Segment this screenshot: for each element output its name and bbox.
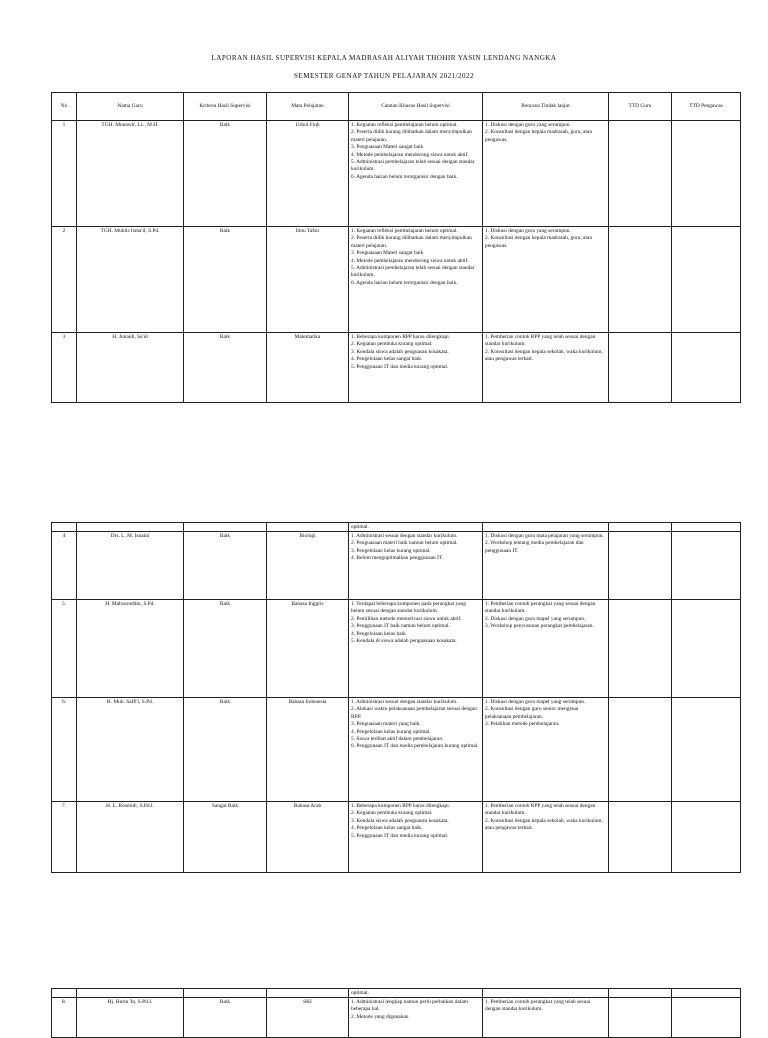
cell-catatan: 1. Kegiatan refleksi pembelajaran belum optimal. 2. Peserta didik kurang dilibatkan dalam menyimpulkan materi pelajaran. 3. Penguasaan Materi sangat baik 4. Metode pembelajaran mendorong siswa untuk aktif. 5. Administrasi pembelajaran telah sesuai dengan standar kurikulum. 6. Agenda harian belum terorganisir dengan baik.	[349, 121, 483, 227]
cell-no: 6.	[52, 698, 77, 802]
table-row-continuation	[52, 989, 741, 998]
cell-mapel: Biologi	[267, 532, 349, 600]
cell-ttd-pengawas	[672, 802, 741, 873]
report-subtitle: SEMESTER GENAP TAHUN PELAJARAN 2021/2022	[294, 72, 474, 80]
cell-rencana: 1. Diskusi dengan guru yang serumpun. 2. Konsultasi dengan kepala madrasah, guru, atau pengawas.	[483, 227, 609, 333]
cell-kriteria: Baik	[184, 998, 267, 1038]
cell-kriteria: Sangat Baik	[184, 802, 267, 873]
cell-kriteria: Baik	[184, 227, 267, 333]
col-header-ttd-guru: TTD Guru	[609, 93, 672, 121]
cell-mapel: SKI	[267, 998, 349, 1038]
col-header-kriteria: Kriteria Hasil Supervisi	[184, 93, 267, 121]
cell-mapel: Bahasa Inggris	[267, 600, 349, 698]
cell-catatan: 1. Terdapat beberapa komponen pada perangkat yang belum sesuai dengan standar kurikulum. 2. Pemilihan metode memotivasi siswa untuk aktif. 3. Penggunaan IT baik namun belum optimal. 4. Pengelolaan kelas baik 5. Kendala di siswa adalah penguasaan kosakata.	[349, 600, 483, 698]
col-header-ttd-pengawas: TTD Pengawas	[672, 93, 741, 121]
supervision-table-part-2	[51, 522, 741, 873]
supervision-table-part-1	[51, 92, 741, 403]
cell-catatan-continued: optimal.	[349, 989, 483, 998]
col-header-mapel: Mata Pelajaran	[267, 93, 349, 121]
table-row	[52, 698, 741, 802]
col-header-nama-guru: Nama Guru	[77, 93, 184, 121]
table-row	[52, 121, 741, 227]
table-row	[52, 532, 741, 600]
cell-catatan: 1. Kegiatan refleksi pembelajaran belum optimal. 2. Peserta didik kurang dilibatkan dalam menyimpulkan materi pelajaran. 3. Penguasaan Materi sangat baik 4. Metode pembelajaran mendorong siswa untuk aktif. 5. Administrasi pembelajaran telah sesuai dengan standar kurikulum. 6. Agenda harian belum terorganisir dengan baik.	[349, 227, 483, 333]
cell-ttd-pengawas	[672, 998, 741, 1038]
cell-rencana: 1. Diskusi dengan guru mapel yang serumpun. 2. Konsultasi dengan guru senior mengenai pelaksanaan pembelajaran. 3. Pelatihan metode pembelajaran.	[483, 698, 609, 802]
cell-no: 5.	[52, 600, 77, 698]
cell-ttd-pengawas	[672, 121, 741, 227]
cell-no: 8.	[52, 998, 77, 1038]
cell-mapel: Bahasa Indonesia	[267, 698, 349, 802]
cell-nama-guru: H. Muh. Saffi'i, S.Pd.	[77, 698, 184, 802]
cell-ttd-guru	[609, 802, 672, 873]
cell-catatan: 1. Beberapa komponen RPP harus dilengkapi. 2. Kegiatan pembuka kurang optimal. 3. Kendala siswa adalah penguasan kosakata. 4. Pengelolaan kelas sangat baik. 5. Penggunaan IT dan media kurang optimal.	[349, 802, 483, 873]
cell-ttd-guru	[609, 998, 672, 1038]
cell-no: 3	[52, 333, 77, 403]
cell-catatan: 1. Administrasi sesuai dengan standar kurikulum. 2. Alokasi waktu pelaksanaan pembelajaran sesuai dengan RPP. 3. Penguasaan materi yang baik. 4. Pengelolaan kelas kurang optimal. 5. Siswa terlibat aktif dalam pembelajaran. 6. Penggunaan IT dan media pembelajaran kurang optimal.	[349, 698, 483, 802]
cell-ttd-pengawas	[672, 600, 741, 698]
table-row	[52, 333, 741, 403]
cell-ttd-guru	[609, 532, 672, 600]
report-title: LAPORAN HASIL SUPERVISI KEPALA MADRASAH ALIYAH THOHIR YASIN LENDANG NANGKA	[211, 54, 557, 62]
cell-rencana: 1. Diskusi dengan guru yang serumpun. 2. Konsultasi dengan kepala madrasah, guru, atau pengawas.	[483, 121, 609, 227]
cell-rencana: 1. Pemberian contoh RPP yang telah sesuai dengan standar kurikulum. 2. Konsultasi dengan kepala sekolah, waka kurikulum, atau pengawas terkait.	[483, 333, 609, 403]
cell-ttd-pengawas	[672, 227, 741, 333]
supervision-table-part-3	[51, 988, 741, 1038]
cell-kriteria: Baik	[184, 698, 267, 802]
cell-no: 7.	[52, 802, 77, 873]
cell-nama-guru: H. Junaidi, Sa'id	[77, 333, 184, 403]
col-header-catatan: Catatan Khusus Hasil Supervisi	[349, 93, 483, 121]
table-row	[52, 998, 741, 1038]
cell-catatan: 1. Administrasi lengkap namun perlu perbaikan dalam beberapa hal. 2. Metode yang digunakan	[349, 998, 483, 1038]
cell-catatan: 1. Administrasi sesuai dengan standar kurikulum. 2. Penguasaan materi baik namun belum optimal. 3. Pengelolaan kelas kurang optimal. 4. Belum mengoptimalkan penggunaan IT.	[349, 532, 483, 600]
cell-rencana: 1. Pemberian contoh perangkat yang telah sesuai dengan standar kurikulum.	[483, 998, 609, 1038]
cell-nama-guru: TGH. Munawir, Lc., M.H.	[77, 121, 184, 227]
cell-ttd-guru	[609, 333, 672, 403]
cell-ttd-pengawas	[672, 333, 741, 403]
cell-catatan-continued: optimal.	[349, 523, 483, 532]
cell-rencana: 1. Pemberian contoh perangkat yang sesuai dengan standar kurikulum. 2. Diskusi dengan guru mapel yang serumpun. 3. Workshop penyusunan perangkat pembelajaran.	[483, 600, 609, 698]
table-row	[52, 600, 741, 698]
cell-rencana: 1. Diskusi dengan guru mata pelajaran yang serumpun. 2. Workshop tentang media pembelajaran dan penggunaan IT.	[483, 532, 609, 600]
cell-no: 1	[52, 121, 77, 227]
cell-ttd-guru	[609, 121, 672, 227]
table-row	[52, 227, 741, 333]
table-row-continuation	[52, 523, 741, 532]
cell-no: 2	[52, 227, 77, 333]
cell-ttd-pengawas	[672, 532, 741, 600]
cell-kriteria: Baik	[184, 121, 267, 227]
cell-mapel: Matematika	[267, 333, 349, 403]
cell-no: 4	[52, 532, 77, 600]
table-header-row	[52, 93, 741, 121]
cell-nama-guru: Drs. L. M. Isnaini	[77, 532, 184, 600]
cell-ttd-guru	[609, 600, 672, 698]
cell-kriteria: Baik	[184, 600, 267, 698]
cell-ttd-guru	[609, 698, 672, 802]
cell-rencana: 1. Pemberian contoh RPP yang telah sesuai dengan standar kurikulum. 2. Konsultasi dengan kepala sekolah, waka kurikulum, atau pengawas terkait.	[483, 802, 609, 873]
cell-ttd-guru	[609, 227, 672, 333]
cell-mapel: Ilmu Tafsir	[267, 227, 349, 333]
cell-catatan: 1. Beberapa komponen RPP harus dilengkapi. 2. Kegiatan pembuka kurang optimal. 3. Kendala siswa adalah penguasan kosakata. 4. Pengelolaan kelas sangat baik. 5. Penggunaan IT dan media kurang optimal.	[349, 333, 483, 403]
cell-mapel: Bahasa Arab	[267, 802, 349, 873]
cell-nama-guru: TGH. Muhlis Isma'il, S.Pd.	[77, 227, 184, 333]
cell-kriteria: Baik	[184, 333, 267, 403]
col-header-no: No	[52, 93, 77, 121]
cell-nama-guru: H. L. Rosmidi, S.Pd.I.	[77, 802, 184, 873]
col-header-rencana: Rencana Tindak lanjut	[483, 93, 609, 121]
cell-nama-guru: Hj. Hurin 'In, S.Pd.I.	[77, 998, 184, 1038]
cell-nama-guru: H. Mahsuruddin, S.Pd.	[77, 600, 184, 698]
table-row	[52, 802, 741, 873]
cell-mapel: Ushul Fiqh	[267, 121, 349, 227]
cell-ttd-pengawas	[672, 698, 741, 802]
cell-kriteria: Baik	[184, 532, 267, 600]
